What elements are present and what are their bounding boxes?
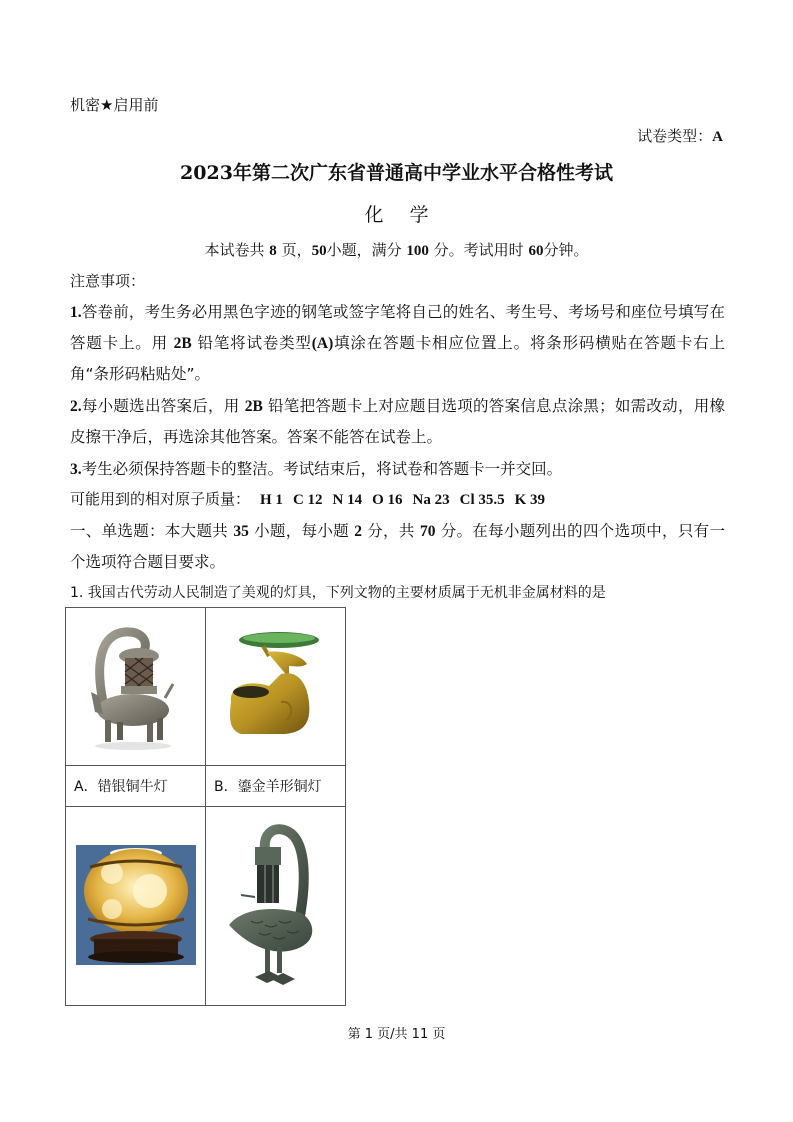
gilt-bronze-sheep-lamp-icon — [221, 622, 331, 752]
page-footer: 第 1 页/共 11 页 — [347, 1027, 446, 1042]
element-mass: K 39 — [514, 492, 546, 508]
text: 每小题选出答案后，用 — [81, 397, 240, 415]
element-mass: Na 23 — [412, 492, 450, 508]
atomic-masses-label: 可能用到的相对原子质量： — [70, 490, 251, 508]
text: 一、单选题：本大题共 — [70, 522, 229, 540]
paper-type-value: A — [712, 129, 723, 145]
section-heading — [70, 516, 725, 578]
notice-number: 2. — [70, 398, 82, 415]
element-mass: C 12 — [292, 492, 323, 508]
text: 分。在每小题列出的四个选项中，只有一个选项符合题目要求。 — [70, 522, 725, 571]
text: 分钟。 — [543, 241, 589, 259]
option-b-label: B．鎏金羊形铜灯 — [206, 766, 346, 807]
option-b-image-cell — [206, 608, 346, 766]
atomic-masses — [70, 489, 545, 510]
question-count: 35 — [233, 523, 249, 540]
points-total: 70 — [419, 523, 436, 540]
option-a-image-cell — [66, 608, 206, 766]
text: 页， — [281, 241, 312, 259]
exam-minutes: 60 — [528, 243, 544, 259]
text: 本试卷共 — [204, 241, 265, 259]
title-year: 2023 — [180, 162, 233, 184]
option-c-image-cell — [66, 807, 206, 1006]
full-score: 100 — [406, 243, 429, 259]
pencil-type: 2B — [244, 398, 263, 415]
element-mass: H 1 — [260, 492, 283, 508]
option-d-image-cell — [206, 807, 346, 1006]
paper-type — [637, 126, 723, 147]
question-1-stem: 1. 我国古代劳动人民制造了美观的灯具，下列文物的主要材质属于无机非金属材料的是 — [70, 585, 606, 601]
option-a-label: A．错银铜牛灯 — [66, 766, 206, 807]
text: 答卷前，考生务必用黑色字迹的钢笔或签字笔将自己的姓名、考生号、考场号和座位号填写在答题卡上。用 — [70, 303, 725, 352]
text: 分。考试用时 — [433, 241, 524, 259]
text: 小题，满分 — [326, 241, 402, 259]
text: 考生必须保持答题卡的整洁。考试结束后，将试卷和答题卡一并交回。 — [81, 460, 563, 478]
title-main: 年第二次广东省普通高中学业水平合格性考试 — [232, 162, 613, 184]
text: 铅笔把答题卡上对应题目选项的答案信息点涂黑；如需改动，用橡皮擦干净后，再选涂其他答案。答案不能答在试卷上。 — [70, 397, 725, 446]
page-count: 8 — [269, 243, 277, 259]
confidential-mark: 机密★启用前 — [70, 96, 159, 114]
notice-3 — [70, 454, 725, 485]
options-table — [65, 607, 346, 1006]
text: 填涂在答题卡相应位置上。将条形码横贴在答题卡右上角“条形码粘贴处”。 — [70, 334, 725, 383]
page-title — [0, 160, 793, 186]
notice-number: 3. — [70, 461, 82, 478]
element-mass: O 16 — [372, 492, 403, 508]
subject-title: 化学 — [364, 204, 455, 226]
element-mass: Cl 35.5 — [459, 492, 505, 508]
element-mass: N 14 — [332, 492, 363, 508]
text: 小题，每小题 — [254, 522, 349, 540]
paper-type-label: 试卷类型： — [637, 127, 713, 145]
text: 铅笔将试卷类型 — [197, 334, 312, 352]
paper-type-code: (A) — [311, 335, 334, 352]
notice-2 — [70, 391, 725, 453]
pencil-type: 2B — [173, 335, 192, 352]
bronze-goose-lamp-icon — [221, 821, 331, 991]
notice-1 — [70, 297, 725, 390]
notice-title: 注意事项： — [70, 272, 146, 290]
porcelain-lamp-icon — [76, 845, 196, 967]
text: 分，共 — [367, 522, 415, 540]
question-count: 50 — [311, 243, 327, 259]
points-each: 2 — [354, 523, 362, 540]
exam-info — [0, 240, 793, 261]
silver-inlaid-bronze-ox-lamp-icon — [81, 622, 191, 752]
notice-number: 1. — [70, 304, 82, 321]
